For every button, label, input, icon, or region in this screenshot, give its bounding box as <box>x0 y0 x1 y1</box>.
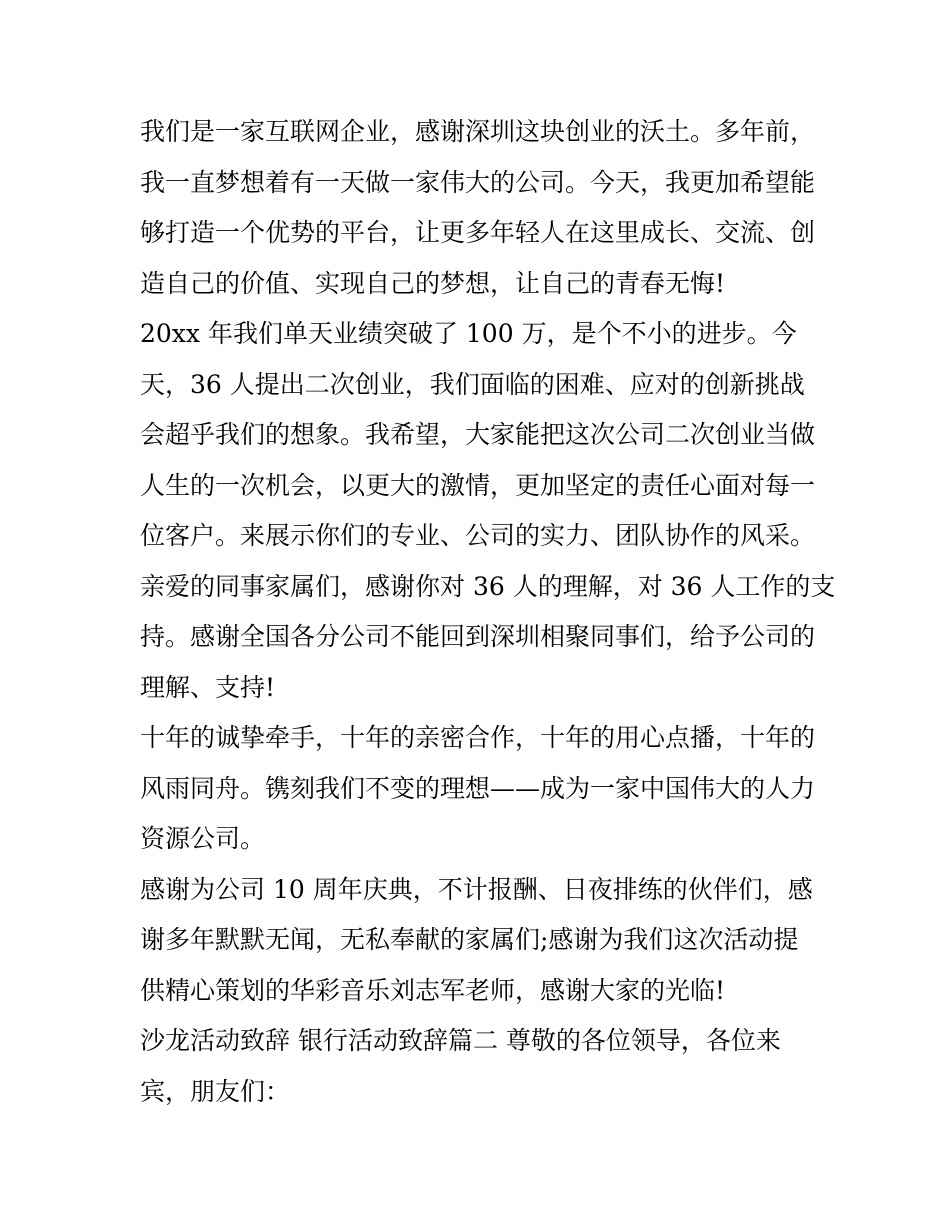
text-line: 资源公司。 <box>140 824 266 853</box>
text-line: 造自己的价值、实现自己的梦想，让自己的青春无悔! <box>140 268 726 298</box>
text-line: 够打造一个优势的平台，让更多年轻人在这里成长、交流、创 <box>140 218 816 247</box>
text-line: 会超乎我们的想象。我希望，大家能把这次公司二次创业当做 <box>140 420 816 449</box>
text-line: 人生的一次机会，以更大的激情，更加坚定的责任心面对每一 <box>140 470 816 500</box>
text-line: 持。感谢全国各分公司不能回到深圳相聚同事们，给予公司的 <box>140 622 816 651</box>
text-line: 亲爱的同事家属们，感谢你对 36 人的理解，对 36 人工作的支 <box>140 571 836 601</box>
text-line: 位客户。来展示你们的专业、公司的实力、团队协作的风采。 <box>140 521 816 550</box>
text-line: 感谢为公司 10 周年庆典，不计报酬、日夜排练的伙伴们，感 <box>140 874 813 904</box>
text-line: 十年的诚挚牵手，十年的亲密合作，十年的用心点播，十年的 <box>140 723 816 752</box>
text-line: 20xx 年我们单天业绩突破了 100 万，是个不小的进步。今 <box>140 319 797 348</box>
text-line: 供精心策划的华彩音乐刘志军老师，感谢大家的光临! <box>140 975 726 1005</box>
document-body <box>140 107 836 1117</box>
text-line: 天，36 人提出二次创业，我们面临的困难、应对的创新挑战 <box>140 369 805 399</box>
text-line: 理解、支持! <box>140 672 276 702</box>
text-line: 我一直梦想着有一天做一家伟大的公司。今天，我更加希望能 <box>140 167 816 197</box>
text-line: 我们是一家互联网企业，感谢深圳这块创业的沃土。多年前， <box>140 117 816 146</box>
text-line: 谢多年默默无闻，无私奉献的家属们;感谢为我们这次活动提 <box>140 925 799 954</box>
text-line: 宾，朋友们： <box>140 1076 291 1106</box>
text-line: 沙龙活动致辞 银行活动致辞篇二 尊敬的各位领导，各位来 <box>140 1026 781 1055</box>
text-line: 风雨同舟。镌刻我们不变的理想——成为一家中国伟大的人力 <box>140 773 816 803</box>
